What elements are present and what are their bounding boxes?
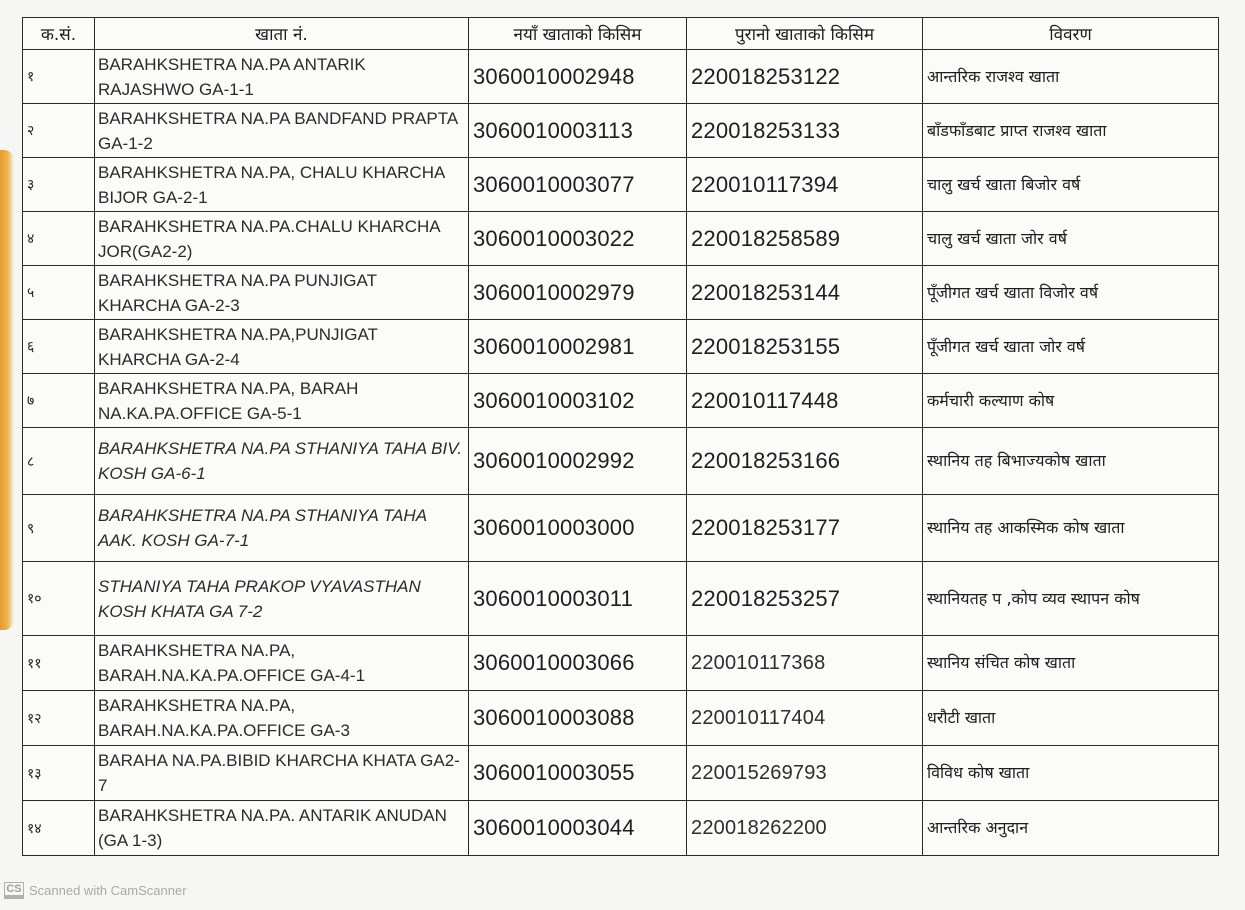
description-cell: स्थानिय तह बिभाज्यकोष खाता: [923, 428, 1219, 495]
description-cell: स्थानियतह प ,कोप व्यव स्थापन कोष: [923, 562, 1219, 636]
new-account-number-cell: 3060010003077: [469, 158, 687, 212]
header-serial-number: क.सं.: [23, 18, 95, 50]
header-account-name: खाता नं.: [95, 18, 469, 50]
old-account-number-cell: 220018253177: [687, 495, 923, 562]
account-name-cell: BARAHA NA.PA.BIBID KHARCHA KHATA GA2-7: [95, 746, 469, 801]
description-cell: बाँडफाँडबाट प्राप्त राजश्व खाता: [923, 104, 1219, 158]
serial-number-cell: १: [23, 50, 95, 104]
account-name-cell: BARAHKSHETRA NA.PA, CHALU KHARCHA BIJOR GA-2-1: [95, 158, 469, 212]
table-row: [23, 428, 1219, 495]
new-account-number-cell: 3060010002979: [469, 266, 687, 320]
description-cell: कर्मचारी कल्याण कोष: [923, 374, 1219, 428]
new-account-number-cell: 3060010003102: [469, 374, 687, 428]
description-cell: पूँजीगत खर्च खाता जोर वर्ष: [923, 320, 1219, 374]
table-row: [23, 374, 1219, 428]
table-row: [23, 562, 1219, 636]
old-account-number-cell: 220015269793: [687, 746, 923, 801]
new-account-number-cell: 3060010002992: [469, 428, 687, 495]
old-account-number-cell: 220010117404: [687, 691, 923, 746]
account-name-cell: BARAHKSHETRA NA.PA, BARAH.NA.KA.PA.OFFICE GA-3: [95, 691, 469, 746]
serial-number-cell: ५: [23, 266, 95, 320]
table-row: [23, 50, 1219, 104]
account-name-cell: BARAHKSHETRA NA.PA ANTARIK RAJASHWO GA-1-1: [95, 50, 469, 104]
new-account-number-cell: 3060010003113: [469, 104, 687, 158]
new-account-number-cell: 3060010003055: [469, 746, 687, 801]
header-new-account: नयाँ खाताको किसिम: [469, 18, 687, 50]
table-row: [23, 801, 1219, 856]
table-row: [23, 212, 1219, 266]
table-row: [23, 266, 1219, 320]
old-account-number-cell: 220010117448: [687, 374, 923, 428]
old-account-number-cell: 220010117368: [687, 636, 923, 691]
description-cell: चालु खर्च खाता जोर वर्ष: [923, 212, 1219, 266]
new-account-number-cell: 3060010002981: [469, 320, 687, 374]
old-account-number-cell: 220018253166: [687, 428, 923, 495]
serial-number-cell: ९: [23, 495, 95, 562]
header-old-account: पुरानो खाताको किसिम: [687, 18, 923, 50]
description-cell: पूँजीगत खर्च खाता विजोर वर्ष: [923, 266, 1219, 320]
old-account-number-cell: 220018262200: [687, 801, 923, 856]
description-cell: आन्तरिक राजश्व खाता: [923, 50, 1219, 104]
scan-edge-stain: [0, 150, 14, 630]
old-account-number-cell: 220018253133: [687, 104, 923, 158]
serial-number-cell: १३: [23, 746, 95, 801]
description-cell: स्थानिय संचित कोष खाता: [923, 636, 1219, 691]
table-row: [23, 104, 1219, 158]
serial-number-cell: ४: [23, 212, 95, 266]
new-account-number-cell: 3060010003022: [469, 212, 687, 266]
description-cell: चालु खर्च खाता बिजोर वर्ष: [923, 158, 1219, 212]
serial-number-cell: ७: [23, 374, 95, 428]
serial-number-cell: १२: [23, 691, 95, 746]
serial-number-cell: ८: [23, 428, 95, 495]
account-name-cell: BARAHKSHETRA NA.PA, BARAH NA.KA.PA.OFFICE GA-5-1: [95, 374, 469, 428]
new-account-number-cell: 3060010003044: [469, 801, 687, 856]
account-name-cell: BARAHKSHETRA NA.PA STHANIYA TAHA BIV. KOSH GA-6-1: [95, 428, 469, 495]
watermark-text: Scanned with CamScanner: [29, 883, 187, 898]
description-cell: आन्तरिक अनुदान: [923, 801, 1219, 856]
account-name-cell: BARAHKSHETRA NA.PA STHANIYA TAHA AAK. KOSH GA-7-1: [95, 495, 469, 562]
old-account-number-cell: 220018253257: [687, 562, 923, 636]
old-account-number-cell: 220018253155: [687, 320, 923, 374]
old-account-number-cell: 220010117394: [687, 158, 923, 212]
new-account-number-cell: 3060010003000: [469, 495, 687, 562]
serial-number-cell: ११: [23, 636, 95, 691]
serial-number-cell: १४: [23, 801, 95, 856]
account-name-cell: BARAHKSHETRA NA.PA PUNJIGAT KHARCHA GA-2-3: [95, 266, 469, 320]
new-account-number-cell: 3060010003088: [469, 691, 687, 746]
table-row: [23, 495, 1219, 562]
header-description: विवरण: [923, 18, 1219, 50]
old-account-number-cell: 220018258589: [687, 212, 923, 266]
account-name-cell: STHANIYA TAHA PRAKOP VYAVASTHAN KOSH KHATA GA 7-2: [95, 562, 469, 636]
new-account-number-cell: 3060010002948: [469, 50, 687, 104]
camscanner-logo-icon: CS: [4, 882, 24, 899]
camscanner-watermark: [4, 882, 187, 899]
account-table: [22, 17, 1219, 856]
serial-number-cell: ६: [23, 320, 95, 374]
table-row: [23, 636, 1219, 691]
description-cell: विविध कोष खाता: [923, 746, 1219, 801]
table-row: [23, 158, 1219, 212]
new-account-number-cell: 3060010003066: [469, 636, 687, 691]
account-list-document: [22, 17, 1218, 856]
account-name-cell: BARAHKSHETRA NA.PA, BARAH.NA.KA.PA.OFFICE GA-4-1: [95, 636, 469, 691]
table-row: [23, 320, 1219, 374]
table-row: [23, 746, 1219, 801]
account-name-cell: BARAHKSHETRA NA.PA BANDFAND PRAPTA GA-1-2: [95, 104, 469, 158]
new-account-number-cell: 3060010003011: [469, 562, 687, 636]
serial-number-cell: १०: [23, 562, 95, 636]
description-cell: स्थानिय तह आकस्मिक कोष खाता: [923, 495, 1219, 562]
account-name-cell: BARAHKSHETRA NA.PA,PUNJIGAT KHARCHA GA-2-4: [95, 320, 469, 374]
serial-number-cell: २: [23, 104, 95, 158]
serial-number-cell: ३: [23, 158, 95, 212]
old-account-number-cell: 220018253144: [687, 266, 923, 320]
account-name-cell: BARAHKSHETRA NA.PA.CHALU KHARCHA JOR(GA2-2): [95, 212, 469, 266]
table-header-row: [23, 18, 1219, 50]
account-name-cell: BARAHKSHETRA NA.PA. ANTARIK ANUDAN (GA 1-3): [95, 801, 469, 856]
description-cell: धरौटी खाता: [923, 691, 1219, 746]
table-row: [23, 691, 1219, 746]
old-account-number-cell: 220018253122: [687, 50, 923, 104]
